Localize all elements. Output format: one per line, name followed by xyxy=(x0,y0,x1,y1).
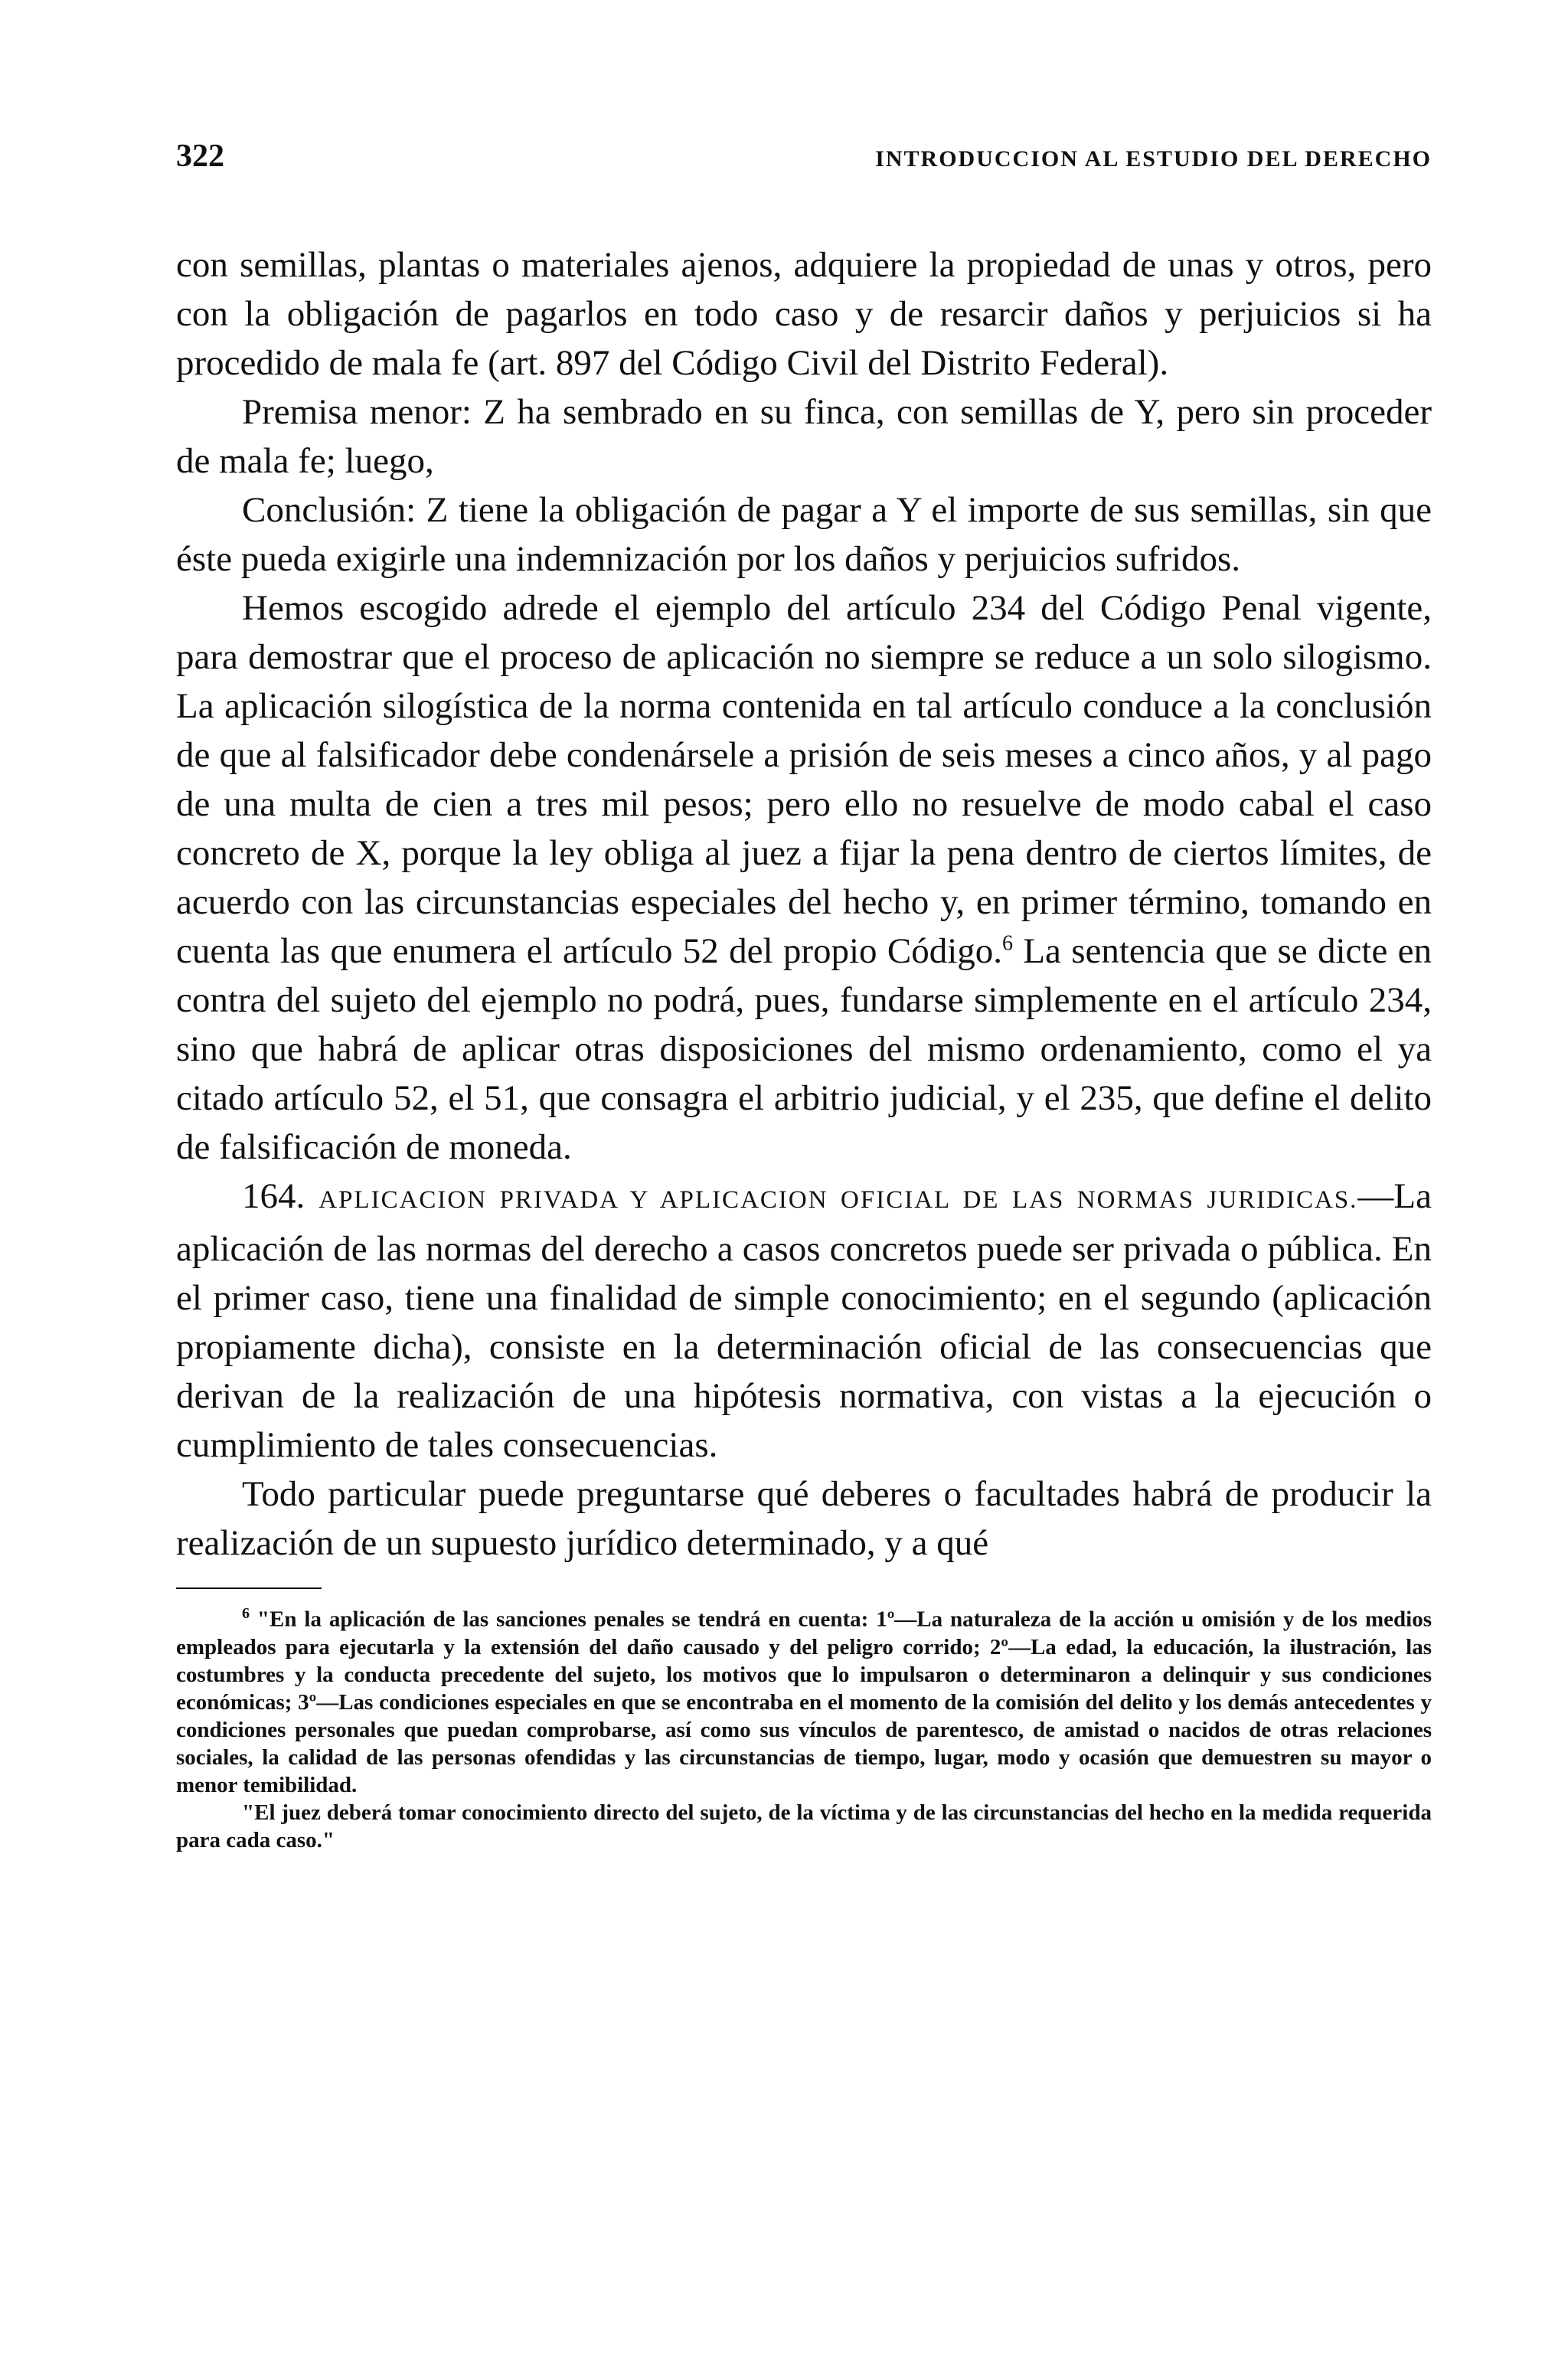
running-head: INTRODUCCION AL ESTUDIO DEL DERECHO xyxy=(875,146,1432,172)
footnote-6-text: "En la aplicación de las sanciones penales se tendrá en cuenta: 1º—La naturaleza de la acción u omisión y de los medios empleados para ejecutarla y la extensión del daño causado y del peligro corrido; 2º—La edad, la educación, la ilustración, las costumbres y la conducta precedente del sujeto, los motivos que lo impulsaron o determinaron a delinquir y sus condiciones económicas; 3º—Las condiciones especiales en que se encontraba en el momento de la comisión del delito y los demás antecedentes y condiciones personales que puedan comprobarse, así como sus vínculos de parentesco, de amistad o nacidos de otras relaciones sociales, la calidad de las personas ofendidas y las circunstancias de tiempo, lugar, modo y ocasión que demuestren su mayor o menor temibilidad. xyxy=(176,1607,1432,1797)
footnote-divider xyxy=(176,1587,322,1589)
paragraph-continuation: con semillas, plantas o materiales ajenos, adquiere la propiedad de unas y otros, pero con la obligación de pagarlos en todo caso y de resarcir daños y perjuicios si ha procedido de mala fe (art. 897 del Código Civil del Distrito Federal). xyxy=(176,245,1432,383)
paragraph-example xyxy=(176,584,1432,1172)
paragraph-example-text: Hemos escogido adrede el ejemplo del artículo 234 del Código Penal vigente, para demostrar que el proceso de aplicación no siempre se reduce a un solo silogismo. La aplicación silogística de la norma contenida en tal artículo conduce a la conclusión de que al falsificador debe condenársele a prisión de seis meses a cinco años, y al pago de una multa de cien a tres mil pesos; pero ello no resuelve de modo cabal el caso concreto de X, porque la ley obliga al juez a fijar la pena dentro de ciertos límites, de acuerdo con las circunstancias especiales del hecho y, en primer término, tomando en cuenta las que enumera el artículo 52 del propio Código. xyxy=(176,588,1432,971)
body-text xyxy=(176,240,1432,1568)
paragraph-example-text-cont: La sentencia que se dicte en contra del sujeto del ejemplo no podrá, pues, fundarse simplemente en el artículo 234, sino que habrá de aplicar otras disposiciones del mismo ordenamiento, como el ya citado artículo 52, el 51, que consagra el arbitrio judicial, y el 235, que define el delito de falsificación de moneda. xyxy=(176,931,1432,1167)
paragraph-minor-premise: Premisa menor: Z ha sembrado en su finca, con semillas de Y, pero sin proceder de mala fe; luego, xyxy=(176,392,1432,481)
paragraph-conclusion: Conclusión: Z tiene la obligación de pagar a Y el importe de sus semillas, sin que éste pueda exigirle una indemnización por los daños y perjuicios sufridos. xyxy=(176,490,1432,579)
page-header xyxy=(176,138,1432,175)
section-title: APLICACION PRIVADA Y APLICACION OFICIAL DE LAS NORMAS JURIDICAS. xyxy=(318,1186,1358,1214)
page-number: 322 xyxy=(176,139,224,174)
footnote-reference: 6 xyxy=(1002,931,1014,956)
footnote-6-quote: "El juez deberá tomar conocimiento directo del sujeto, de la víctima y de las circunstancias del hecho en la medida requerida para cada caso." xyxy=(176,1800,1432,1852)
book-page xyxy=(176,138,1432,1854)
section-164 xyxy=(176,1172,1432,1470)
footnote-6 xyxy=(176,1600,1432,1799)
footnote-mark: 6 xyxy=(242,1605,250,1622)
paragraph-last: Todo particular puede preguntarse qué deberes o facultades habrá de producir la realización de un supuesto jurídico determinado, y a qué xyxy=(176,1474,1432,1563)
section-number: 164. xyxy=(242,1176,305,1216)
section-text: —La aplicación de las normas del derecho a casos concretos puede ser privada o pública. En el primer caso, tiene una finalidad de simple conocimiento; en el segundo (aplicación propiamente dicha), consiste en la determinación oficial de las consecuencias que derivan de la realización de una hipótesis normativa, con vistas a la ejecución o cumplimiento de tales consecuencias. xyxy=(176,1176,1432,1465)
footnotes xyxy=(176,1600,1432,1854)
